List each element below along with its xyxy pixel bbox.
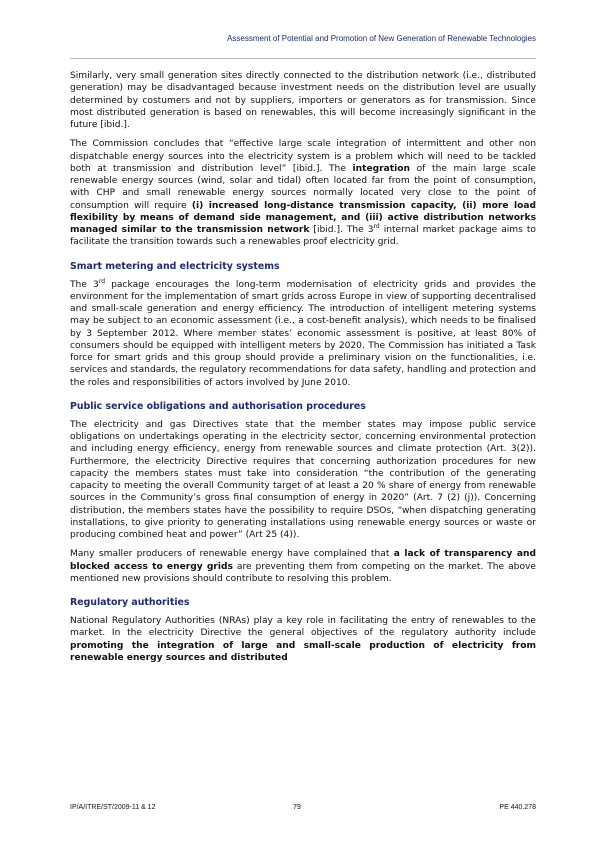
heading-smart-metering: Smart metering and electricity systems bbox=[70, 260, 280, 272]
heading-public-service: Public service obligations and authorisation procedures bbox=[70, 400, 366, 412]
paragraph-regulatory-authorities: National Regulatory Authorities (NRAs) play a key role in facilitating the entry of renewables to the market. In the electricity Directive the general objectives of the regulatory authority include promoting the integration of large and small-scale production of electricity from renewable energy sources and distributed bbox=[70, 616, 536, 663]
paragraph-public-service: The electricity and gas Directives state that the member states may impose public service obligations on undertakings operating in the electricity sector, concerning environmental protection and including energy efficiency, energy from renewable sources and climate protection (Art. 3(2)). Furthermore, the electricity Directive requires that concerning authorization procedures for new capacity the members states must take into consideration “the contribution of the generating capacity to meeting the overall Community target of at least a 20 % share of energy from renewable sources in the Community’s gross final consumption of energy in 2020” (Art. 7 (2) (j)). Concerning distribution, the members states have the possibility to require DSOs, “when dispatching generating installations, to give priority to generating installations using renewable energy sources or waste or producing combined heat and power” (Art 25 (4)). bbox=[70, 419, 536, 540]
heading-regulatory-authorities: Regulatory authorities bbox=[70, 597, 190, 608]
header-divider bbox=[70, 58, 536, 59]
paragraph-grid-access: Many smaller producers of renewable energy have complained that a lack of transparency and blocked access to energy grids are preventing them from competing on the market. The above mentioned new provisions should contribute to resolving this problem. bbox=[70, 549, 536, 584]
footer-document-code: IP/A/ITRE/ST/2009-11 & 12 bbox=[70, 804, 156, 811]
running-header: Assessment of Potential and Promotion of New Generation of Renewable Technologies bbox=[227, 34, 536, 43]
page-content bbox=[70, 70, 536, 671]
page-number: 79 bbox=[293, 804, 301, 811]
page-footer bbox=[70, 804, 536, 814]
paragraph-distributed-generation: Similarly, very small generation sites directly connected to the distribution network (i.e., distributed generation) may be disadvantaged because investment needs on the distribution level are usually determined by costumers and not by suppliers, importers or generators as for transmission. Since most distributed generation is based on renewables, this will become increasingly significant in the future [ibid.]. bbox=[70, 71, 536, 130]
footer-reference: PE 440.278 bbox=[499, 804, 536, 811]
paragraph-smart-metering: The 3rd package encourages the long-term modernisation of electricity grids and provides the environment for the implementation of smart grids across Europe in view of supporting decentralised and small-scale generation and energy efficiency. The introduction of intelligent metering systems may be subject to an economic assessment (i.e., a cost-benefit analysis), which needs to be finalised by 3 September 2012. Where member states’ economic assessment is positive, at least 80% of consumers should be equipped with intelligent meters by 2020. The Commission has initiated a Task force for smart grids and this group should provide a preliminary vision on the functionalities, i.e. services and standards, the regulatory recommendations for data safety, handling and protection and the roles and responsibilities of actors involved by June 2010. bbox=[70, 277, 536, 388]
paragraph-commission-conclusions: The Commission concludes that “effective large scale integration of intermittent and other non dispatchable energy sources into the electricity system is a problem which will need to be tackled both at transmission and distribution level” [ibid.]. The integration of the main large scale renewable energy sources (wind, solar and tidal) often located far from the point of consumption, with CHP and small renewable energy sources normally located very close to the point of consumption will require (i) increased long-distance transmission capacity, (ii) more load flexibility by means of demand side management, and (iii) active distribution networks managed similar to the transmission network [ibid.]. The 3rd internal market package aims to facilitate the transition towards such a renewables proof electricity grid. bbox=[70, 139, 536, 248]
